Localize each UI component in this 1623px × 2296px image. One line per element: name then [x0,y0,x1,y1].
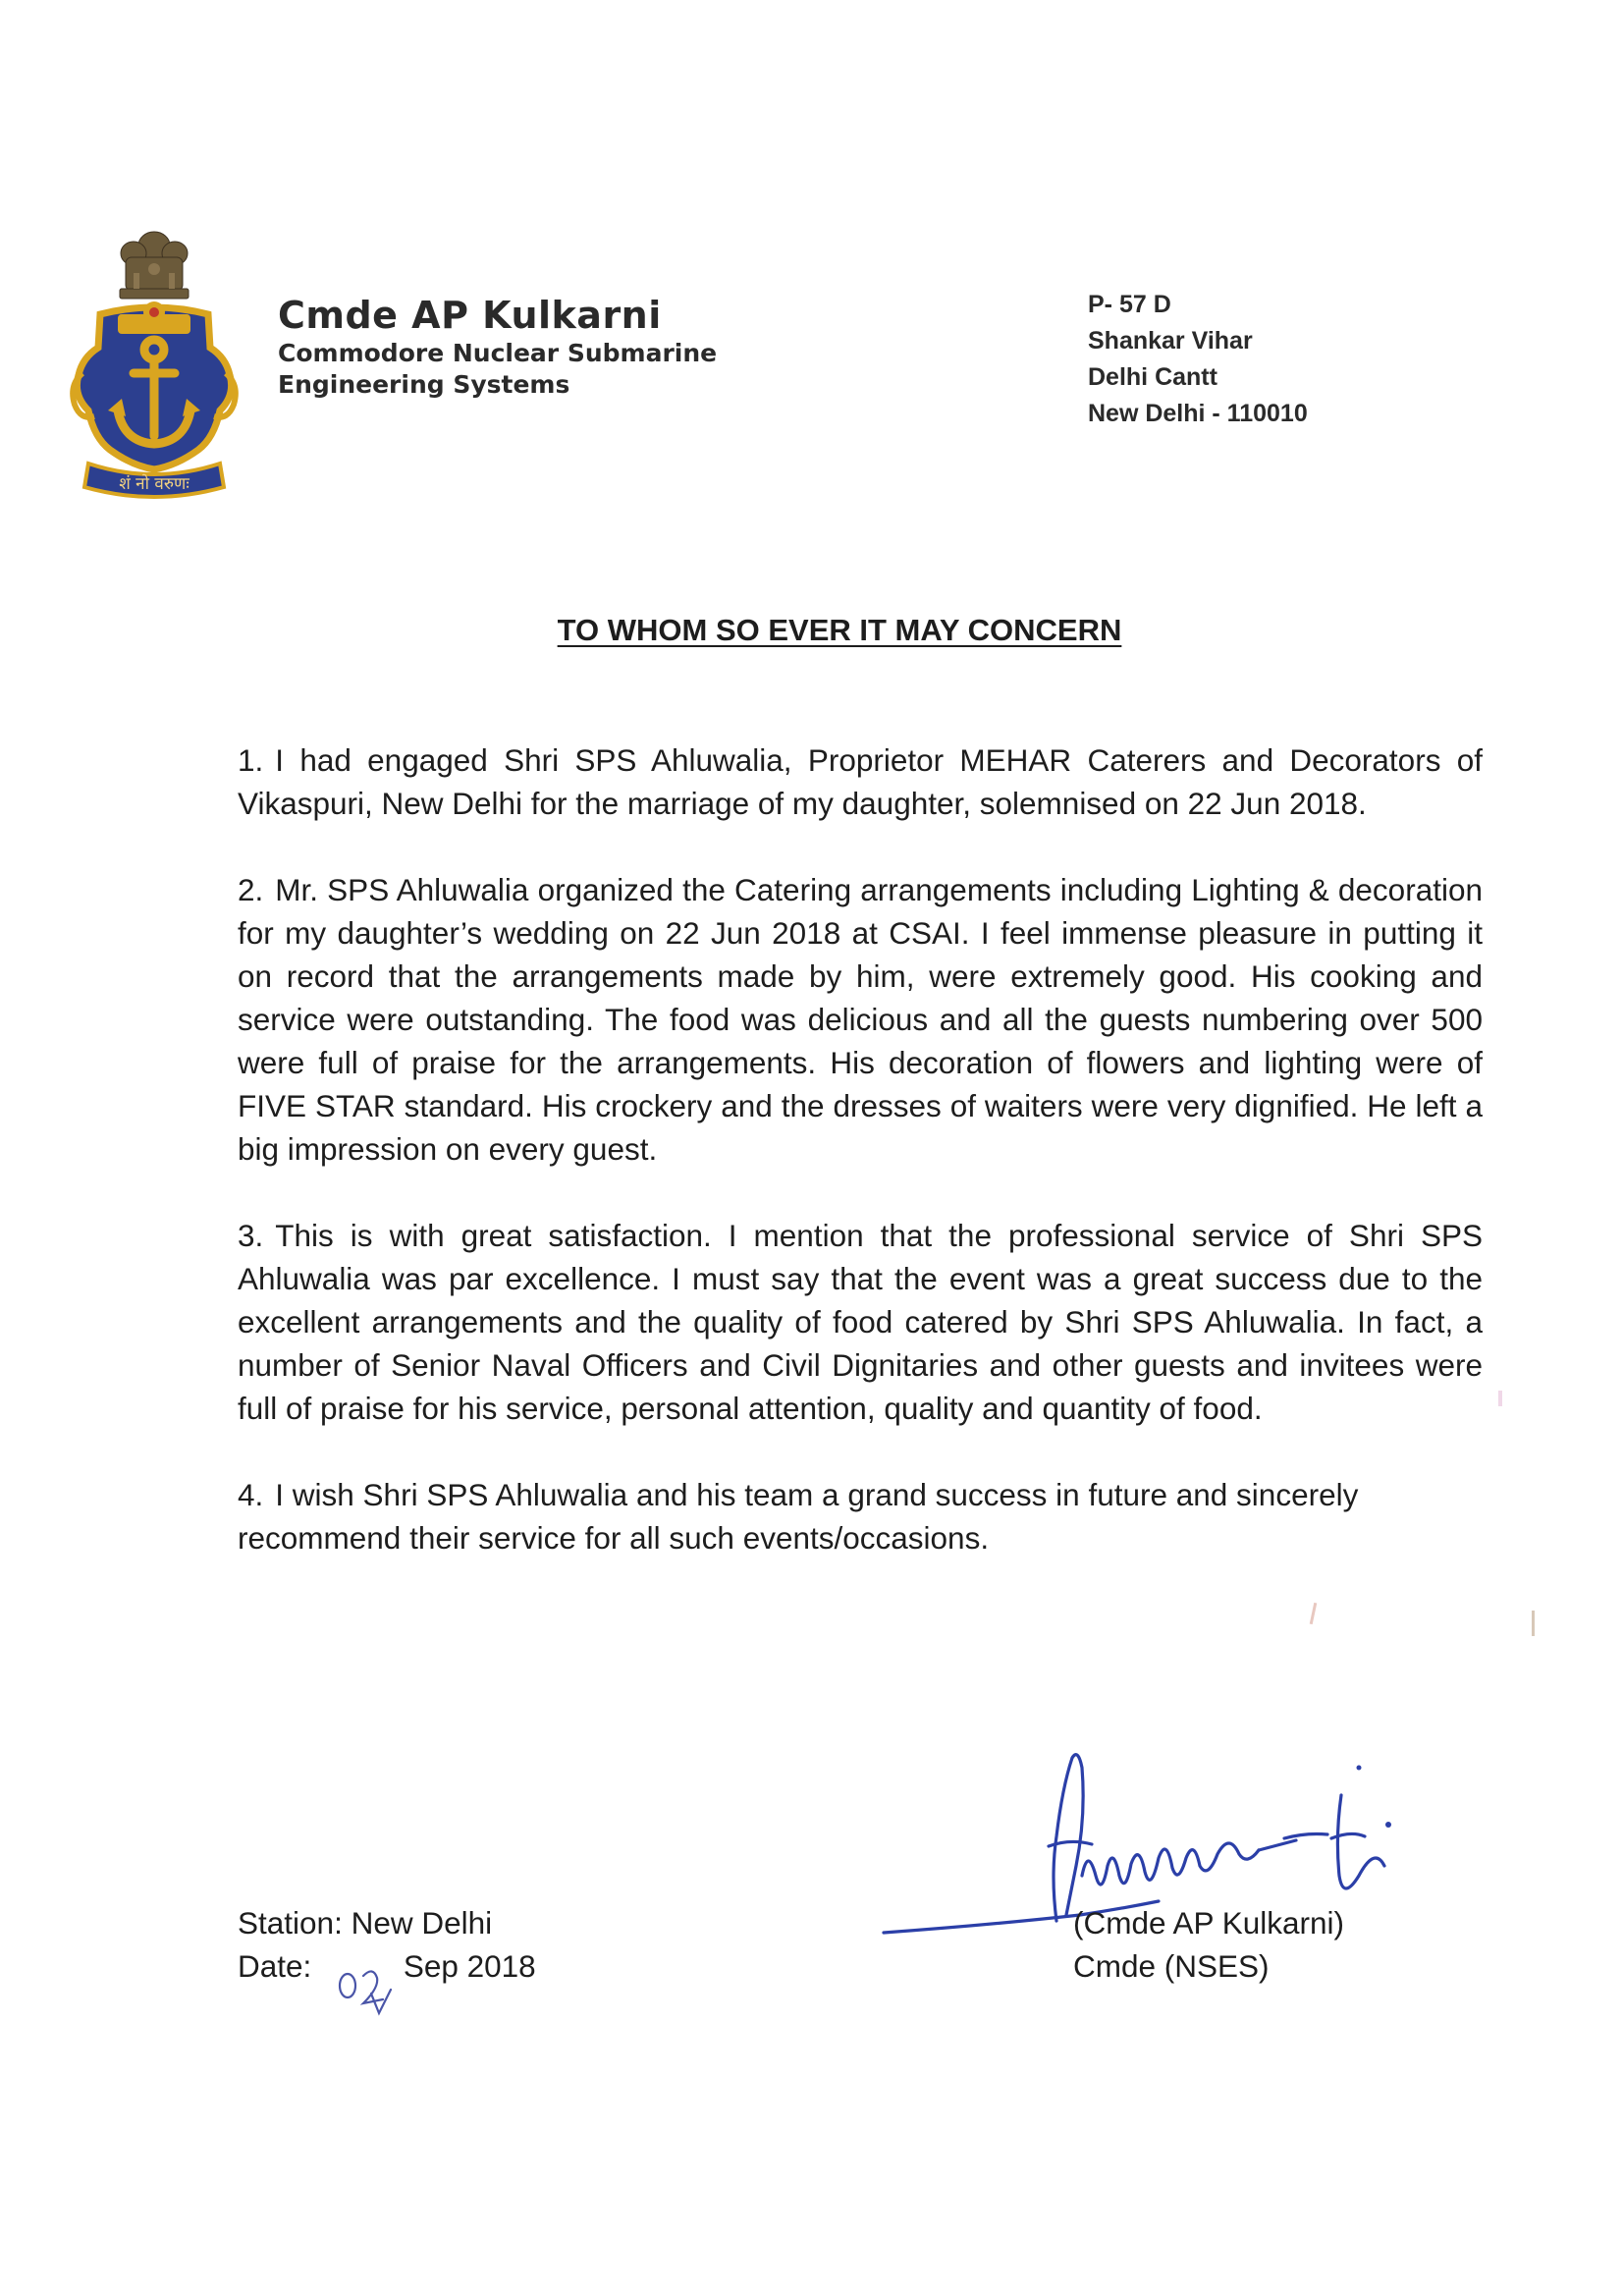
sender-name: Cmde AP Kulkarni [278,294,662,337]
paragraph-text: I had engaged Shri SPS Ahluwalia, Proprietor MEHAR Caterers and Decorators of Vikaspuri, New Delhi for the marriage of my daughter, solemnised on 22 Jun 2018. [238,742,1483,821]
paragraph-2 [238,868,1483,1171]
date-rest: Sep 2018 [403,1948,536,1984]
station-date-block [238,1901,536,1988]
date-line [238,1944,536,1988]
paragraph-1 [238,738,1483,825]
scan-mark [1310,1603,1318,1624]
address-line-1: P- 57 D [1088,291,1171,318]
letter-body [238,738,1483,1603]
handwritten-date-day-icon [334,1948,418,2017]
paragraph-text: I wish Shri SPS Ahluwalia and his team a grand success in future and sincerely recommend their service for all such events/occasions. [238,1477,1359,1556]
paragraph-number: 2. [238,872,264,907]
address-line-4: New Delhi - 110010 [1088,400,1308,427]
paragraph-number: 3. [238,1218,264,1253]
emblem-motto-text: शं नो वरुणः [119,474,189,494]
letterhead-name-block [278,293,717,401]
signatory-block [1073,1901,1344,1988]
paragraph-text: This is with great satisfaction. I mention that the professional service of Shri SPS Ahluwalia was par excellence. I must say that the event was a great success due to the excellent arrangements and the quality of food catered by Shri SPS Ahluwalia. In fact, a number of Senior Naval Officers and Civil Dignitaries and other guests and invitees were full of praise for his service, personal attention, quality and quantity of food. [238,1218,1483,1426]
date-label: Date: [238,1948,312,1984]
scan-mark [1498,1391,1502,1406]
address-line-3: Delhi Cantt [1088,363,1217,391]
station-line: Station: New Delhi [238,1905,493,1941]
paragraph-4 [238,1473,1483,1559]
designation-line-2: Engineering Systems [278,370,570,399]
scan-mark [1532,1611,1535,1636]
signatory-name: (Cmde AP Kulkarni) [1073,1905,1345,1941]
sender-address [1088,287,1308,432]
paragraph-number: 4. [238,1477,264,1512]
signatory-rank: Cmde (NSES) [1073,1948,1270,1984]
paragraph-3 [238,1214,1483,1430]
designation-line-1: Commodore Nuclear Submarine [278,339,718,367]
indian-navy-crest-icon [61,218,247,503]
paragraph-number: 1. [238,742,264,778]
paragraph-text: Mr. SPS Ahluwalia organized the Catering arrangements including Lighting & decoration for my daughter’s wedding on 22 Jun 2018 at CSAI. I feel immense pleasure in putting it on record that the arrangements made by him, were extremely good. His cooking and service were outstanding. The food was delicious and all the guests numbering over 500 were full of praise for the arrangements. His decoration of flowers and lighting were of FIVE STAR standard. His crockery and the dresses of waiters were very dignified. He left a big impression on every guest. [238,872,1483,1167]
address-line-2: Shankar Vihar [1088,327,1253,355]
letter-heading: TO WHOM SO EVER IT MAY CONCERN [557,613,1122,647]
